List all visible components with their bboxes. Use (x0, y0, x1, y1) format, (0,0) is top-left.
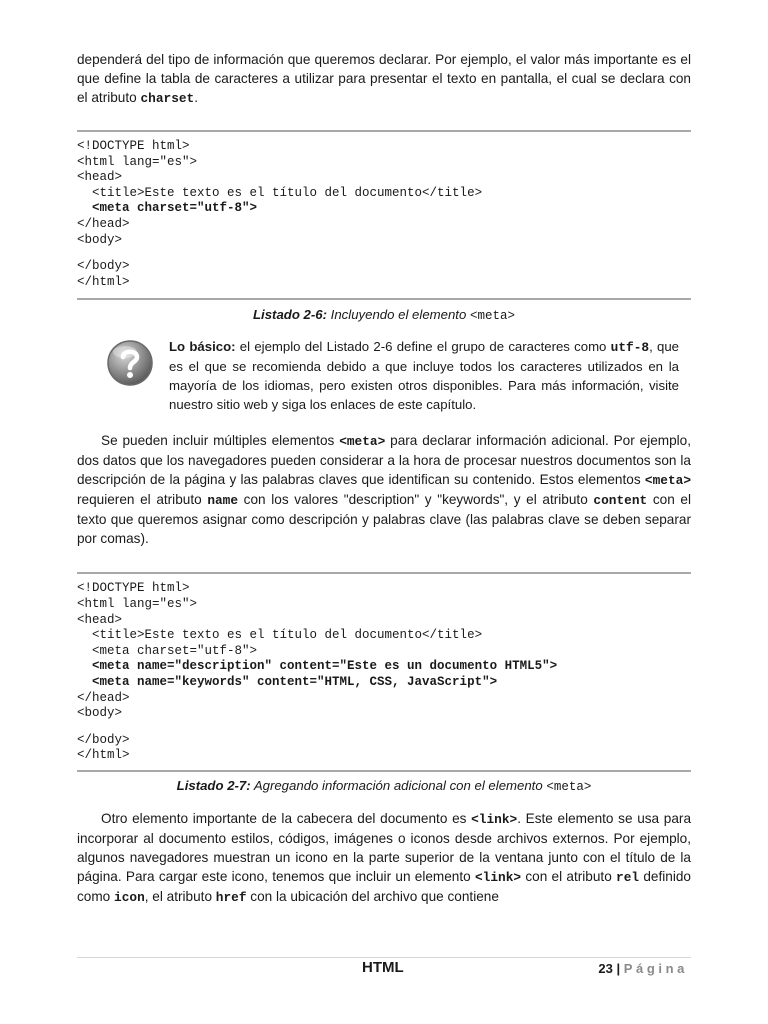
code-line: <meta name="keywords" content="HTML, CSS, JavaScript"> (77, 674, 498, 689)
inline-code: <link> (471, 811, 518, 827)
code-line: <head> (77, 612, 123, 627)
code-line: <body> (77, 232, 123, 247)
callout-lead: Lo básico: (169, 339, 236, 355)
text-run: Se pueden incluir múltiples elementos (101, 433, 340, 449)
page-number-value: 23 (598, 961, 613, 976)
callout-text (169, 337, 679, 414)
paragraph-meta-elements (77, 431, 691, 548)
footer-divider (77, 957, 691, 958)
code-line: <!DOCTYPE html> (77, 139, 190, 153)
code-listing-2-6 (77, 139, 691, 290)
inline-code: href (215, 889, 247, 905)
listing-caption-2-6 (77, 306, 691, 325)
page-word: Página (623, 961, 688, 976)
inline-code: icon (114, 889, 145, 905)
callout-body (169, 339, 679, 412)
inline-code: charset (140, 91, 195, 106)
code-line: </html> (77, 274, 130, 289)
text-run: requieren el atributo (77, 492, 208, 508)
inline-code: <meta> (644, 473, 691, 489)
code-line: <body> (77, 706, 123, 721)
inline-code: <meta> (339, 434, 386, 450)
running-footer-title: HTML (362, 959, 404, 976)
code-blank-line (77, 248, 691, 259)
text-run: . (194, 90, 199, 105)
text-run: dependerá del tipo de información que queremos declarar. Por ejemplo, el valor más importante es el que define la tabla de caracteres a utilizar para presentar el texto en pantalla, el cual se declara con el atributo (77, 52, 691, 105)
text-run: Otro elemento importante de la cabecera del documento es (101, 810, 472, 826)
text-run: con los valores "description" y "keywords", y el atributo (238, 492, 594, 508)
text-run: para declarar información adicional. Por ejemplo, dos datos que los navegadores pueden considerar a la hora de procesar nuestros documentos son la descripción de la página y las palabras claves que identifican su contenido. Estos elementos (77, 433, 692, 488)
caption-text: Incluyendo el elemento (327, 307, 470, 323)
page-number-separator: | (616, 961, 621, 976)
code-line: <title>Este texto es el título del documento</title> (77, 185, 483, 200)
paragraph-link-element (77, 809, 691, 907)
text-run: , el atributo (144, 888, 216, 904)
caption-label: Listado 2-6: (253, 307, 328, 323)
listing-caption-2-7 (77, 777, 691, 796)
caption-label: Listado 2-7: (176, 777, 251, 793)
code-line: <meta name="description" content="Este es un documento HTML5"> (77, 659, 558, 674)
code-line: <meta charset="utf-8"> (77, 643, 258, 658)
code-blank-line (77, 722, 691, 733)
code-line: <head> (77, 170, 123, 185)
caption-tag: <meta> (469, 309, 515, 324)
code-line: </body> (77, 259, 130, 274)
code-line: </html> (77, 748, 130, 763)
inline-code: rel (616, 869, 640, 885)
page-number (598, 961, 688, 976)
code-line: <html lang="es"> (77, 154, 198, 169)
inline-code: content (593, 493, 648, 509)
code-line: <meta charset="utf-8"> (77, 201, 258, 216)
paragraph-intro (77, 50, 691, 108)
code-line: </body> (77, 732, 130, 747)
caption-text: Agregando información adicional con el elemento (250, 777, 547, 793)
inline-code: <link> (475, 869, 522, 885)
inline-code: utf-8 (610, 340, 650, 356)
text-run: definido como (77, 868, 691, 904)
code-listing-2-7 (77, 581, 691, 764)
code-line: </head> (77, 690, 130, 705)
text-run: con el texto que queremos asignar como descripción y palabras clave (las palabras clave se deben separar por comas). (77, 492, 691, 547)
basics-callout (77, 337, 691, 414)
caption-tag: <meta> (546, 779, 592, 794)
page-content (77, 50, 691, 907)
text-run: con el atributo (521, 868, 617, 884)
text-run: con la ubicación del archivo que contiene (246, 888, 499, 904)
text-run: . Este elemento se usa para incorporar al documento estilos, códigos, imágenes o iconos desde archivos externos. Por ejemplo, algunos navegadores muestran un icono en la parte superior de la ventana junto con el título de la página. Para cargar este icono, tenemos que incluir un elemento (77, 810, 691, 884)
code-line: <!DOCTYPE html> (77, 581, 190, 596)
code-line: <html lang="es"> (77, 596, 198, 611)
text-run: el ejemplo del Listado 2-6 define el grupo de caracteres como (235, 339, 611, 355)
inline-code: name (207, 493, 239, 509)
code-line: <title>Este texto es el título del documento</title> (77, 628, 483, 643)
code-line: </head> (77, 216, 130, 231)
text-run: , que es el que se recomienda debido a que incluye todos los caracteres utilizados en la mayoría de los idiomas, pero existen otros disponibles. Para más información, visite nuestro sitio web y siga los enlaces de este capítulo. (169, 339, 679, 413)
question-icon (106, 339, 154, 387)
